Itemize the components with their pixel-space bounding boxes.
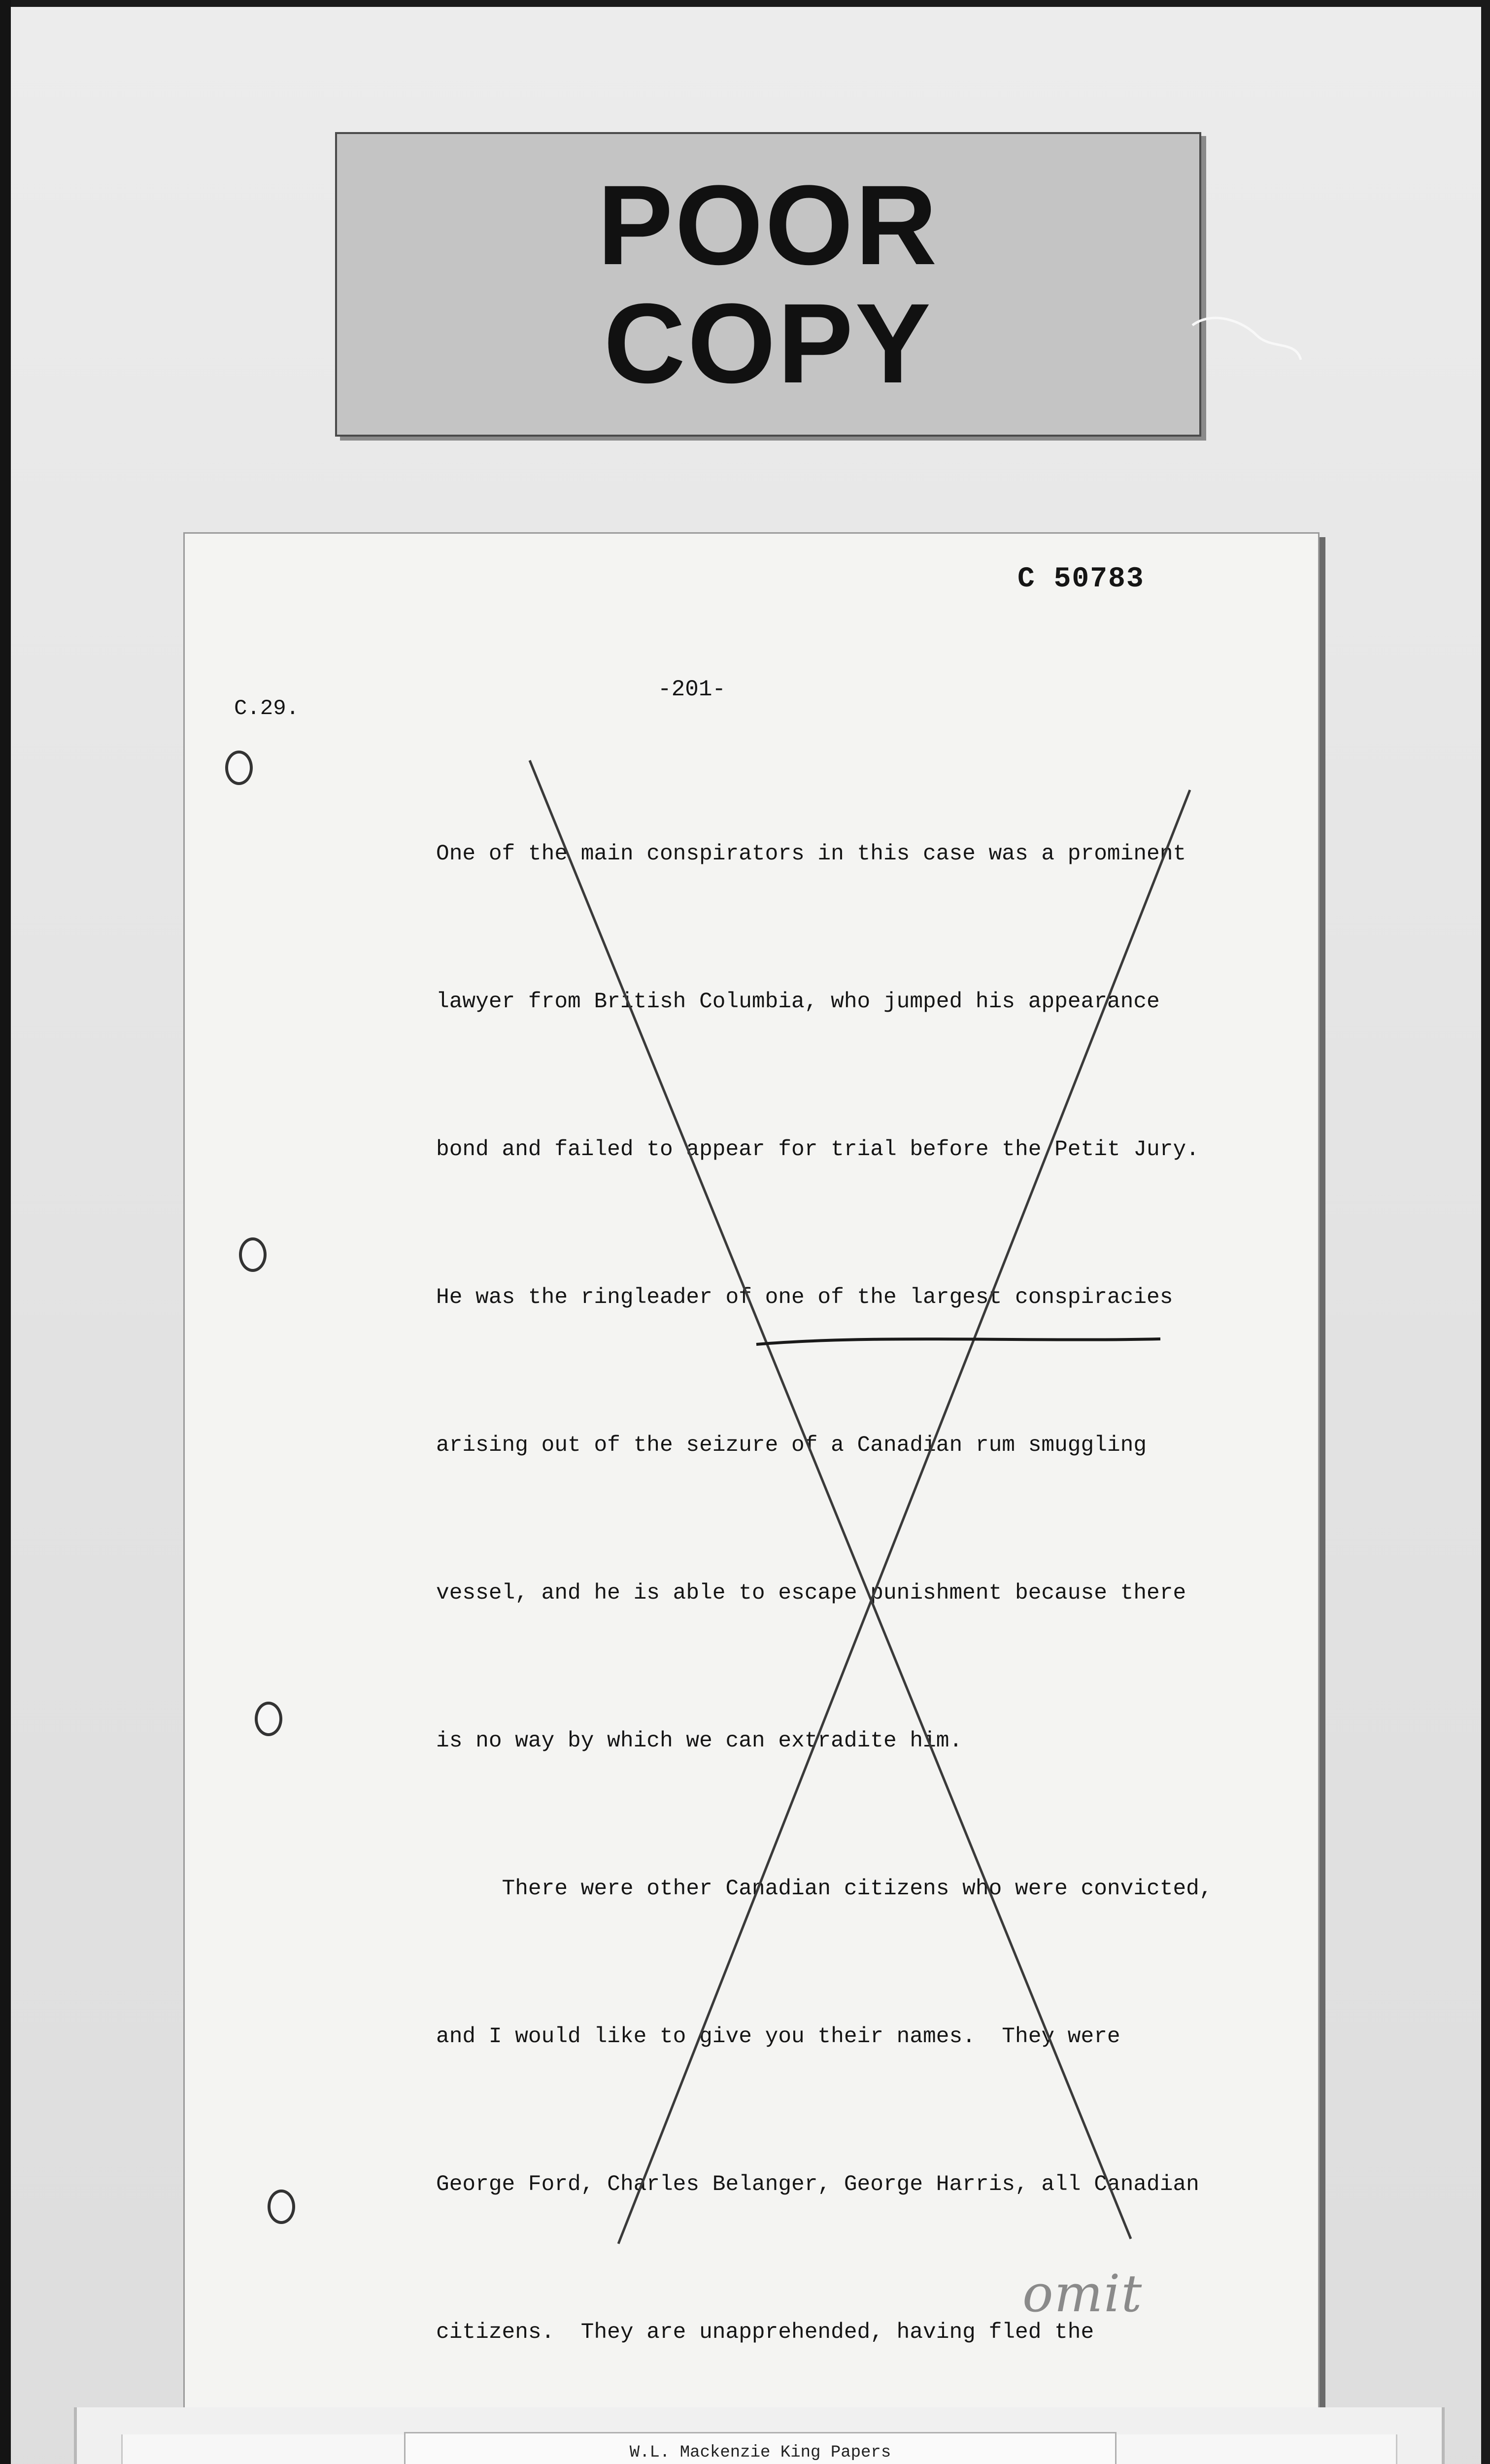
stamp-line-2: COPY — [604, 280, 933, 407]
text-line: George Ford, Charles Belanger, George Harris, all Canadian — [436, 2172, 1199, 2197]
text-line: He was the ringleader of one of the largest conspiracies — [436, 1285, 1173, 1310]
film-edge-top — [0, 0, 1490, 7]
handwritten-omit-note: omit — [1022, 2263, 1143, 2324]
text-line: bond and failed to appear for trial before the Petit Jury. — [436, 1137, 1199, 1162]
text-line: and I would like to give you their names. They were — [436, 2024, 1120, 2049]
text-line: vessel, and he is able to escape punishment because there — [436, 1581, 1186, 1606]
text-line: arising out of the seizure of a Canadian rum smuggling — [436, 1433, 1147, 1458]
text-line: There were other Canadian citizens who were convicted, — [436, 1877, 1213, 1901]
page-number: -201- — [658, 677, 726, 702]
collection-name: W.L. Mackenzie King Papers — [629, 2443, 891, 2462]
text-line: citizens. They are unapprehended, having fled the — [436, 2320, 1094, 2345]
document-number: C 50783 — [1017, 563, 1145, 595]
film-edge-right — [1481, 0, 1490, 2464]
film-edge-left — [0, 0, 11, 2464]
scribble-mark — [1183, 306, 1311, 404]
collection-tab-label — [404, 2432, 1117, 2464]
crossout-mark — [185, 534, 1318, 2411]
poor-copy-stamp — [335, 132, 1201, 437]
text-line: One of the main conspirators in this case was a prominent — [436, 842, 1186, 866]
text-line: is no way by which we can extradite him. — [436, 1729, 963, 1753]
section-label: C.29. — [234, 696, 300, 721]
text-line: lawyer from British Columbia, who jumped his appearance — [436, 990, 1160, 1014]
typed-memo-page — [183, 532, 1320, 2413]
stamp-line-1: POOR — [597, 162, 939, 288]
